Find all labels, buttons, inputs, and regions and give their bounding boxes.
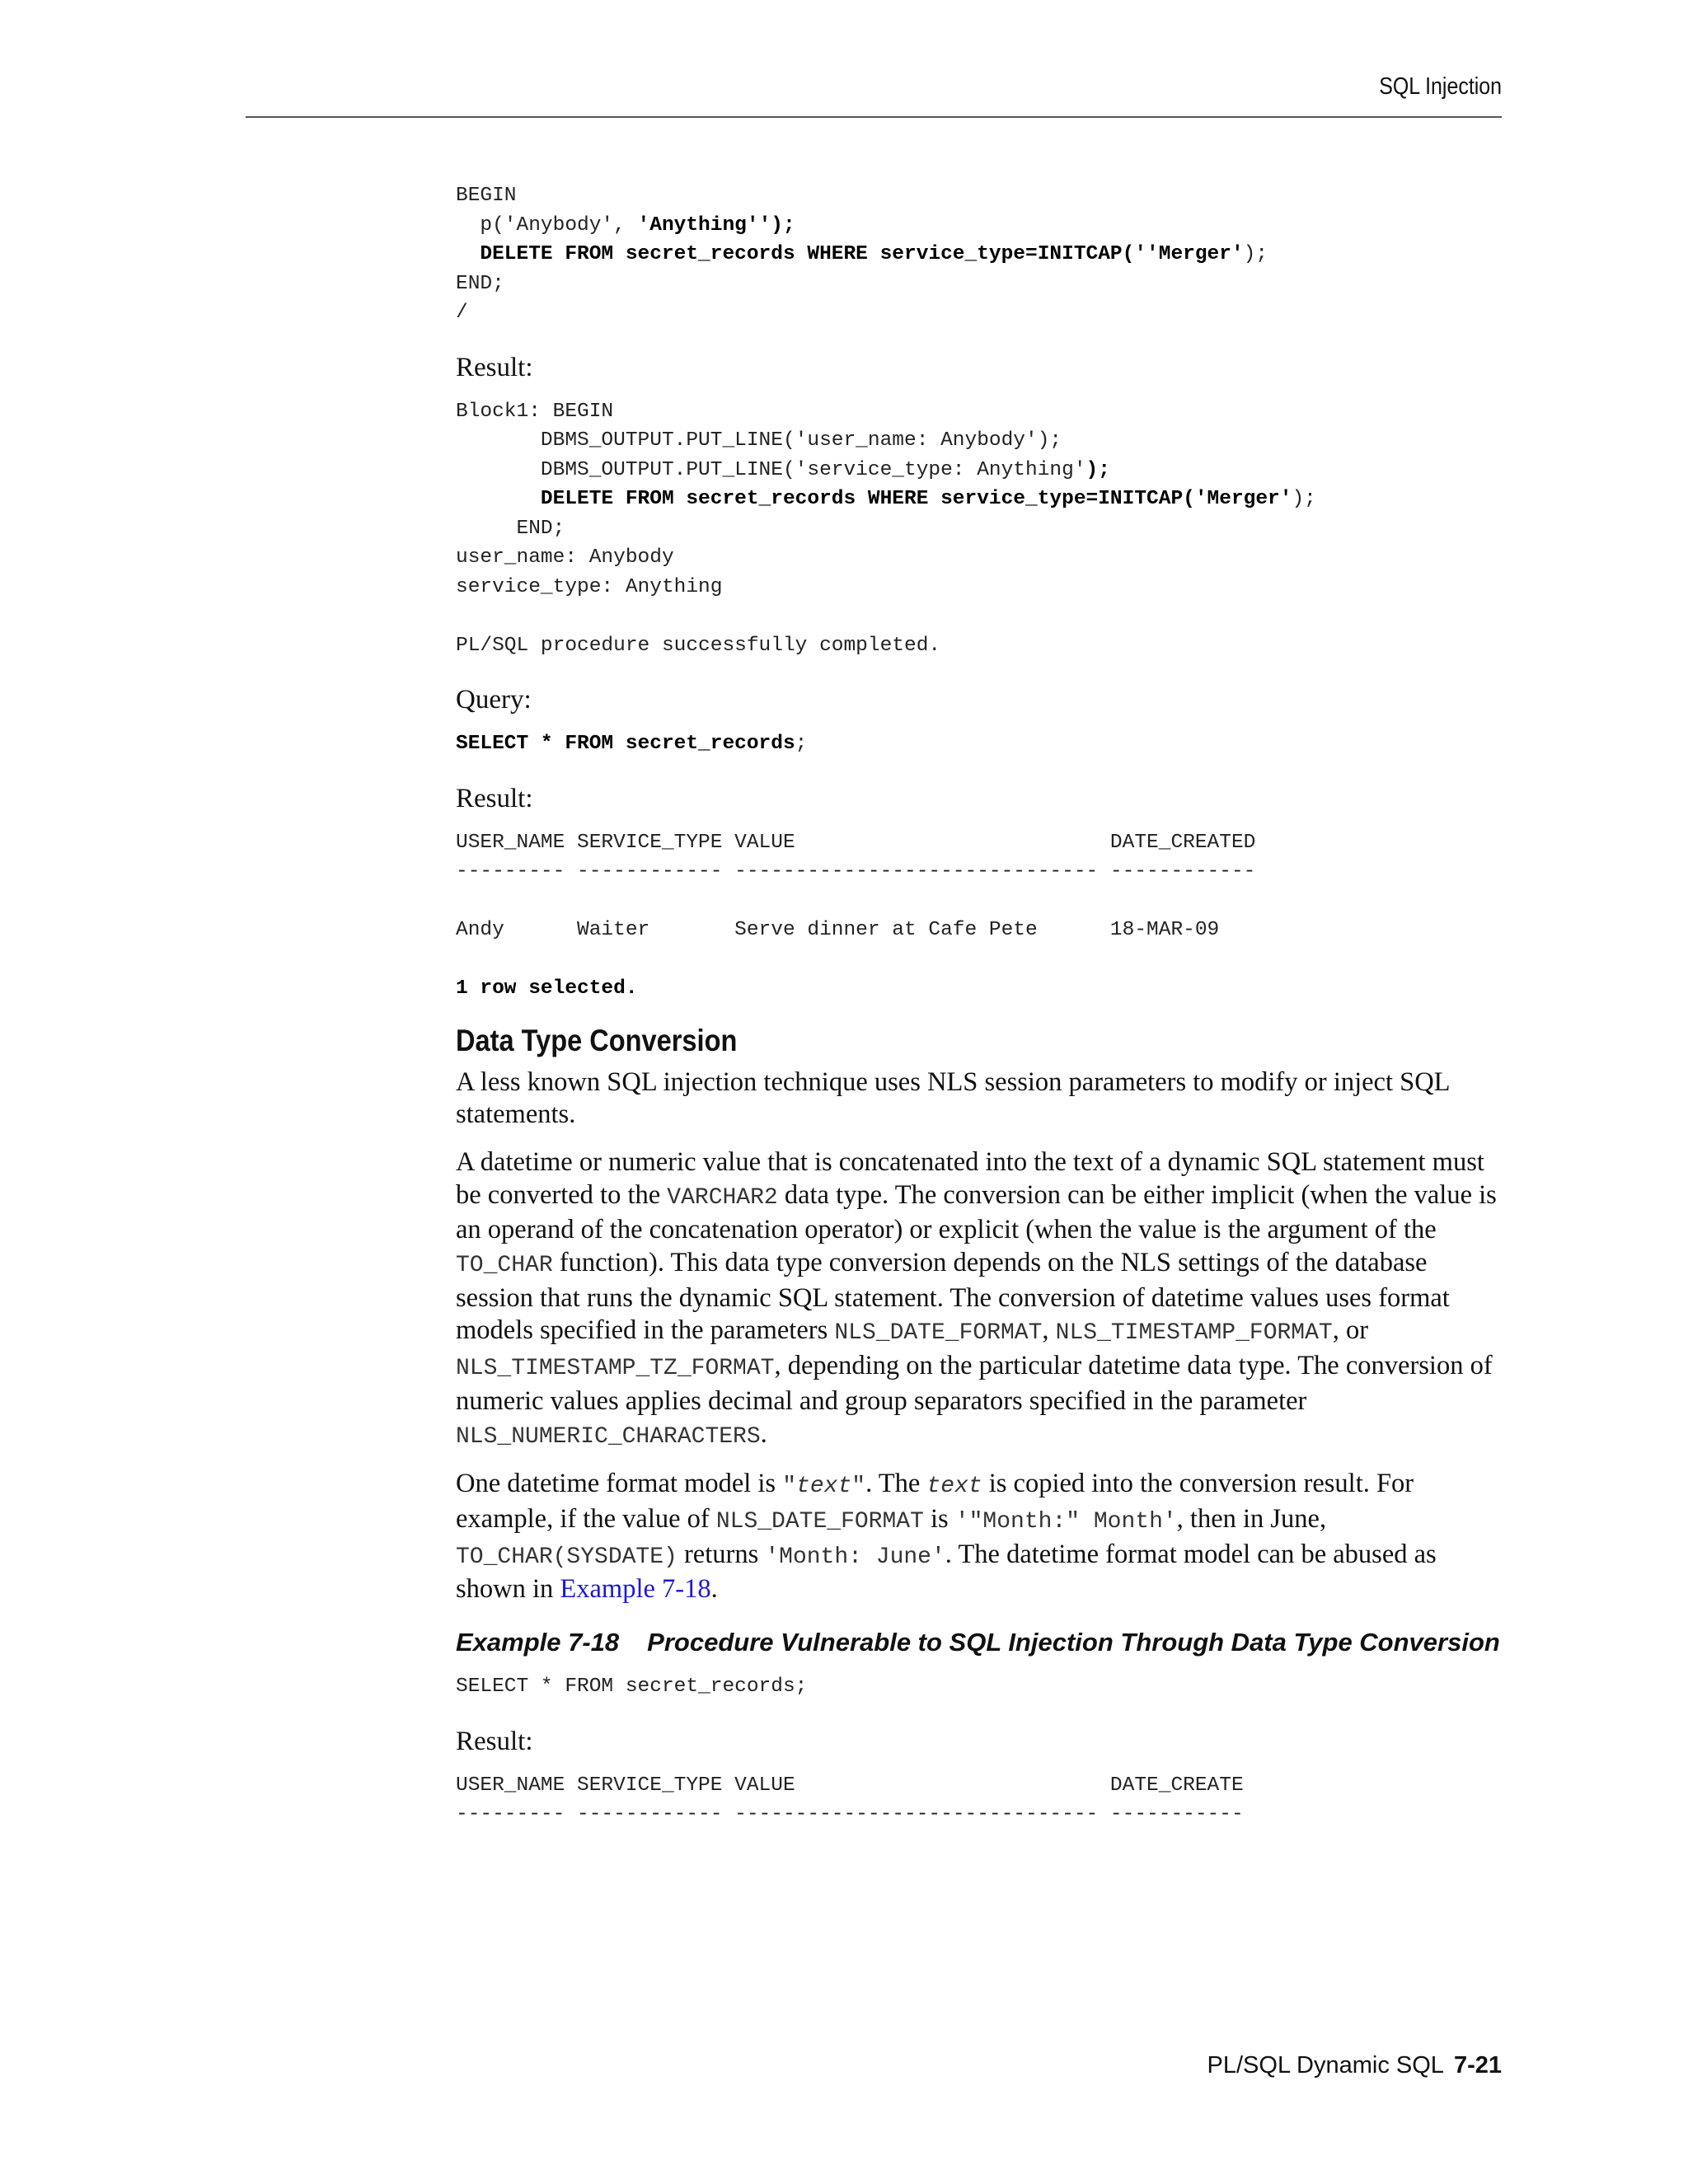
code-line: Block1: BEGIN <box>456 400 614 423</box>
paragraph: A less known SQL injection technique uses NLS session parameters to modify or inject SQL statements. <box>456 1066 1450 1130</box>
table-rule: --------- ------------ ------------------------------ ----------- <box>456 1803 1244 1826</box>
text: data type. The conversion can be either implicit (when the value is an operand of the concatenation operator) or explicit (when the value is the argument of the <box>456 1179 1497 1245</box>
code-term-italic: text <box>796 1474 852 1500</box>
code-bold: DELETE FROM secret_records WHERE service_type=INITCAP(''Merger' <box>456 243 1244 265</box>
code-bold: SELECT * FROM secret_records <box>456 733 795 755</box>
code-line: END; <box>456 272 504 295</box>
code-term: TO_CHAR(SYSDATE) <box>456 1544 678 1570</box>
code-line: ); <box>1243 243 1268 265</box>
code-term: NLS_DATE_FORMAT <box>834 1320 1043 1347</box>
rows-selected: 1 row selected. <box>456 977 638 1000</box>
text: . <box>760 1418 767 1449</box>
code-bold: 'Anything''); <box>637 213 795 237</box>
text: is copied into the conversion result. For example, if the value of <box>456 1469 1414 1534</box>
code-block-result <box>456 397 1504 661</box>
code-term: NLS_TIMESTAMP_TZ_FORMAT <box>456 1356 775 1382</box>
text: . <box>710 1574 718 1605</box>
table-header: USER_NAME SERVICE_TYPE VALUE DATE_CREATED <box>456 831 1256 854</box>
text: A datetime or numeric value that is concatenated into the text of a dynamic SQL statement must be converted to the <box>456 1146 1484 1210</box>
result-label: Result: <box>456 352 533 382</box>
text: , then in June, <box>1176 1503 1327 1534</box>
code-line: SELECT * FROM secret_records; <box>456 1675 808 1699</box>
section-title: Data Type Conversion <box>456 1023 738 1057</box>
code-term: NLS_NUMERIC_CHARACTERS <box>456 1423 761 1450</box>
code-term: NLS_DATE_FORMAT <box>715 1508 924 1535</box>
example-title <box>456 1626 1504 1659</box>
table-rule: --------- ------------ ------------------------------ ------------ <box>456 860 1256 883</box>
code-line: p('Anybody', <box>456 213 638 237</box>
code-term: NLS_TIMESTAMP_FORMAT <box>1055 1320 1333 1347</box>
page-number: 7-21 <box>1453 2052 1502 2079</box>
code-block-query <box>456 729 1504 759</box>
example-number: Example 7-18 <box>456 1628 620 1657</box>
paragraph <box>456 1146 1504 1453</box>
text: function). This data type conversion depends on the NLS settings of the database session that runs the dynamic SQL statement. The conversion of datetime values uses format models specified in the parameters <box>456 1248 1450 1346</box>
code-term: " <box>851 1474 866 1500</box>
text: is <box>923 1503 955 1534</box>
code-line: service_type: Anything <box>456 575 723 598</box>
running-header <box>246 70 1502 118</box>
code-line: ); <box>1292 488 1316 510</box>
code-term: 'Month: June' <box>765 1544 945 1570</box>
paragraph <box>456 1468 1504 1606</box>
text: , depending on the particular datetime data type. The conversion of numeric values applies decimal and group separators specified in the parameter <box>456 1351 1493 1416</box>
page-footer <box>1207 2052 1502 2079</box>
code-bold: DELETE FROM secret_records WHERE service_type=INITCAP('Merger' <box>456 488 1292 510</box>
code-line: ; <box>795 733 808 755</box>
example-link[interactable]: Example 7-18 <box>560 1574 711 1605</box>
code-line: user_name: Anybody <box>456 546 674 569</box>
code-term: '"Month:" Month' <box>954 1508 1177 1535</box>
page-content <box>456 181 1504 1830</box>
code-term: VARCHAR2 <box>667 1184 778 1211</box>
query-result-table <box>456 828 1504 1004</box>
code-block-select <box>456 1672 1504 1702</box>
code-term-italic: text <box>926 1474 982 1500</box>
footer-title: PL/SQL Dynamic SQL <box>1207 2052 1444 2079</box>
running-header-title: SQL Injection <box>1379 73 1502 100</box>
query-result-table <box>456 1771 1504 1830</box>
code-line: PL/SQL procedure successfully completed. <box>456 634 941 657</box>
result-label: Result: <box>456 1726 533 1756</box>
text: . The <box>865 1469 927 1499</box>
table-header: USER_NAME SERVICE_TYPE VALUE DATE_CREATE <box>456 1774 1244 1797</box>
query-label: Query: <box>456 685 532 715</box>
text: One datetime format model is <box>456 1469 783 1499</box>
code-bold: ); <box>1085 458 1110 481</box>
code-block-anonymous-block <box>456 181 1504 328</box>
text: , or <box>1332 1315 1369 1346</box>
text: , <box>1042 1315 1056 1346</box>
result-label: Result: <box>456 783 533 813</box>
code-line: END; <box>456 517 565 540</box>
code-line: DBMS_OUTPUT.PUT_LINE('service_type: Anything' <box>456 458 1086 481</box>
code-term: " <box>782 1474 797 1500</box>
code-term: TO_CHAR <box>456 1253 553 1279</box>
text: . The datetime format model can be abused as shown in <box>456 1539 1437 1605</box>
code-line: DBMS_OUTPUT.PUT_LINE('user_name: Anybody'); <box>456 429 1062 452</box>
code-line: / <box>456 302 468 324</box>
text: returns <box>677 1539 766 1569</box>
table-row: Andy Waiter Serve dinner at Cafe Pete 18-MAR-09 <box>456 919 1220 941</box>
example-caption: Procedure Vulnerable to SQL Injection Through Data Type Conversion <box>647 1628 1500 1657</box>
code-line: BEGIN <box>456 185 517 207</box>
